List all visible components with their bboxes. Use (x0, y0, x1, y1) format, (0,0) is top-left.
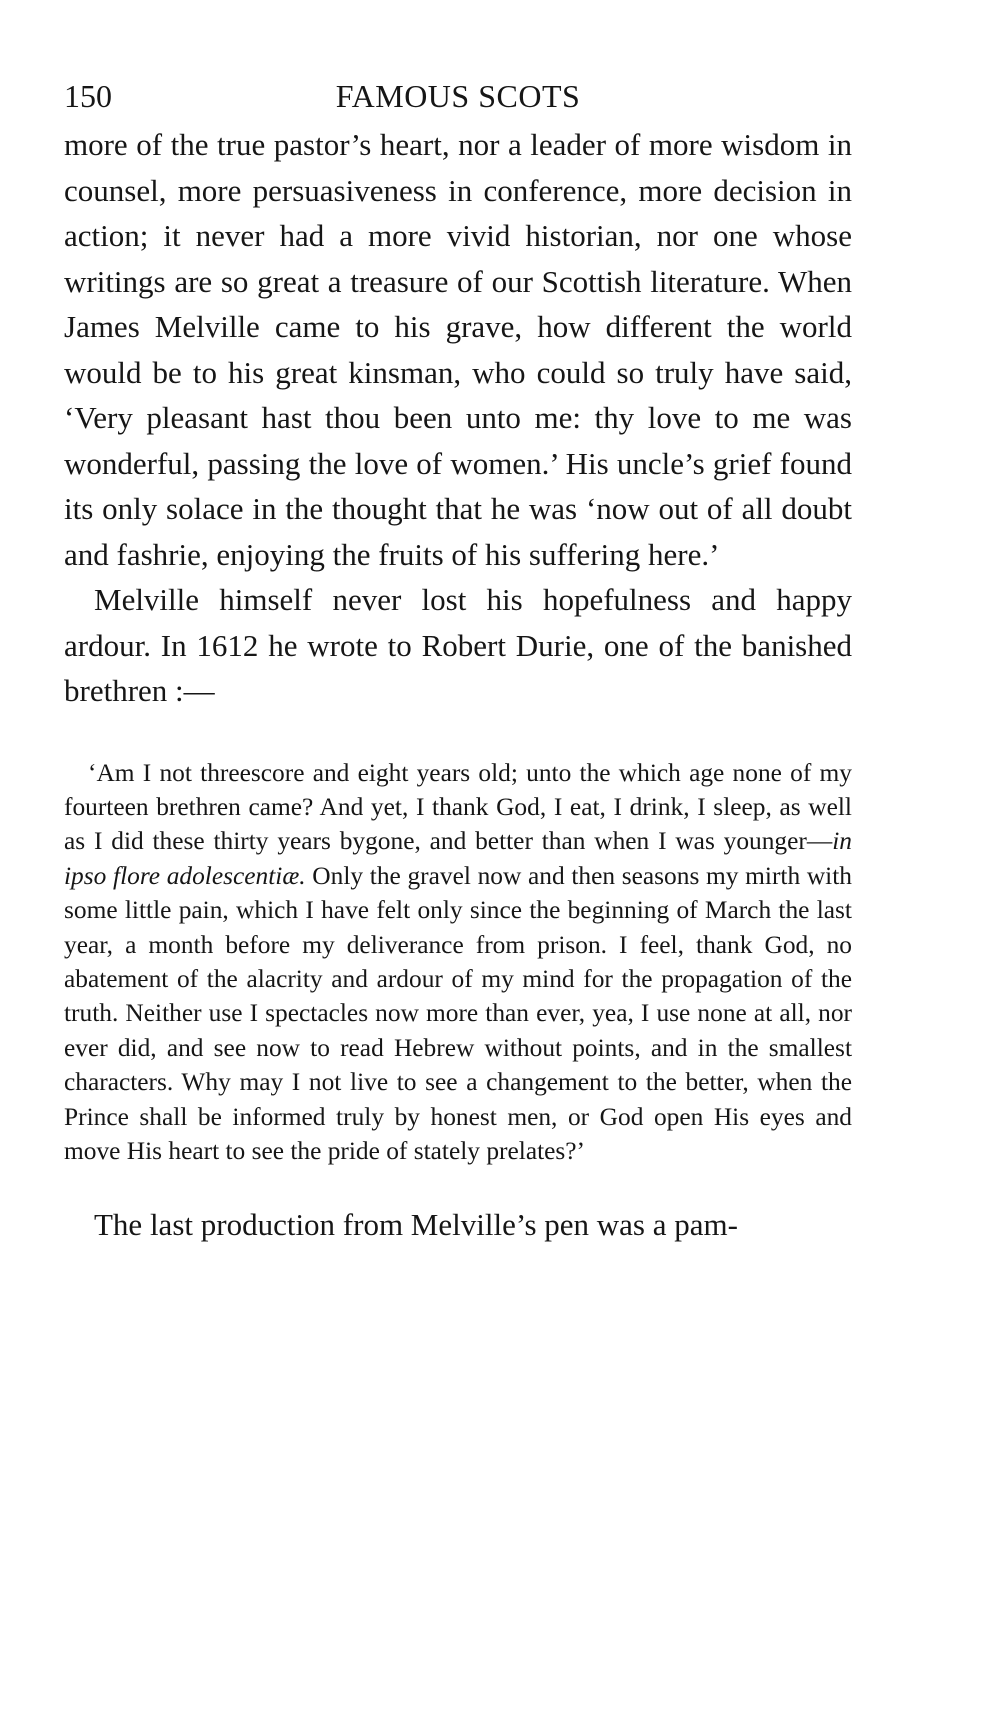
running-header (64, 70, 852, 122)
paragraph-continuation: more of the true pastor’s heart, nor a leader of more wisdom in counsel, more persuasiveness in conference, more decision in action; it never had a more vivid historian, nor one whose writings are so great a treasure of our Scottish literature. When James Melville came to his grave, how different the world would be to his great kinsman, who could so truly have said, ‘Very pleasant hast thou been unto me: thy love to me was wonderful, passing the love of women.’ His uncle’s grief found its only solace in the thought that he was ‘now out of all doubt and fashrie, enjoying the fruits of his suffering here.’ (64, 127, 852, 572)
quote-text-part-1: ‘Am I not threescore and eight years old; unto the which age none of my fourteen brethren came? And yet, I thank God, I eat, I drink, I sleep, as well as I did these thirty years bygone, and better than when I was younger— (64, 758, 852, 856)
running-title: FAMOUS SCOTS (335, 78, 581, 114)
block-quote-letter (64, 756, 852, 1169)
page-number: 150 (64, 78, 112, 114)
quote-latin-phrase: in ipso flore adolescentiæ. (64, 827, 852, 890)
paragraph-last-production: The last production from Melville’s pen was a pam- (94, 1207, 738, 1243)
book-page (64, 70, 852, 1248)
quote-text-part-2: Only the gravel now and then seasons my mirth with some little pain, which I have felt only since the beginning of March the last year, a month before my deliverance from prison. I feel, thank God, no abatement of the alacrity and ardour of my mind for the propagation of the truth. Neither use I spectacles now more than ever, yea, I use none at all, nor ever did, and see now to read Hebrew without points, and in the smallest characters. Why may I not live to see a changement to the better, when the Prince shall be informed truly by honest men, or God open His eyes and move His heart to see the pride of stately prelates?’ (64, 861, 852, 1165)
paragraph-melville-hopefulness: Melville himself never lost his hopefulness and happy ardour. In 1612 he wrote to Robert Durie, one of the banished brethren :— (64, 582, 852, 708)
